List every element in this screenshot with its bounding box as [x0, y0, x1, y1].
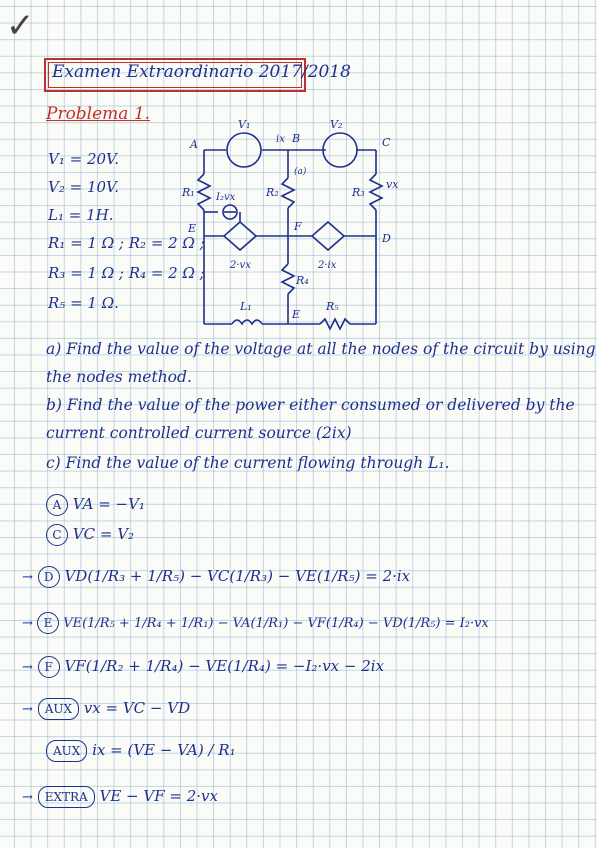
equation-extra — [22, 786, 218, 808]
v1-source-icon — [227, 133, 261, 167]
equation-node-c — [46, 524, 134, 546]
equation-text: VC = V₂ — [72, 525, 135, 543]
arrow-icon: → — [22, 616, 33, 631]
node-e-label: E — [188, 222, 197, 235]
r1-label: R₁ — [182, 186, 195, 199]
question-c: c) Find the value of the current flowing through L₁. — [46, 454, 450, 472]
r2-label: R₂ — [266, 186, 279, 199]
current-annotation: (a) — [294, 167, 307, 177]
question-a-line2: the nodes method. — [46, 368, 192, 386]
equation-text: vx = VC − VD — [83, 699, 191, 717]
given-r3-r4: R₃ = 1 Ω ; R₄ = 2 Ω ; — [48, 264, 205, 282]
given-r5: R₅ = 1 Ω. — [48, 294, 119, 312]
v2-source-icon — [323, 133, 357, 167]
node-marker: A — [46, 494, 68, 516]
exam-title: Examen Extraordinario 2017/2018 — [52, 62, 351, 82]
ix-label: ix — [276, 134, 285, 145]
equation-text: VE(1/R₅ + 1/R₄ + 1/R₁) − VA(1/R₁) − VF(1/R₄) − VD(1/R₅) = I₂·vx — [63, 616, 489, 631]
given-v2: V₂ = 10V. — [48, 178, 120, 196]
node-b-label: B — [292, 132, 301, 145]
v2-label: V₂ — [330, 118, 343, 131]
node-marker: E — [37, 612, 59, 634]
equation-text: VA = −V₁ — [72, 495, 145, 513]
equation-node-e — [22, 612, 489, 634]
r5-label: R₅ — [326, 300, 339, 313]
question-b-line2: current controlled current source (2ix) — [46, 424, 352, 442]
equation-aux-vx — [22, 698, 190, 720]
problem-heading: Problema 1. — [46, 104, 151, 124]
arrow-icon: → — [22, 660, 33, 675]
equation-node-d — [22, 566, 410, 588]
arrow-icon: → — [22, 702, 33, 717]
node-marker: D — [38, 566, 60, 588]
r4-label: R₄ — [296, 274, 309, 287]
node-d-label: D — [382, 232, 391, 245]
l1-label: L₁ — [240, 300, 252, 313]
question-b-line1: b) Find the value of the power either consumed or delivered by the — [46, 396, 575, 414]
r3-label: R₃ — [352, 186, 365, 199]
given-v1: V₁ = 20V. — [48, 150, 120, 168]
node-f-label: F — [294, 220, 302, 233]
arrow-icon: → — [22, 570, 33, 585]
dependent-current-label: 2·ix — [318, 260, 337, 271]
given-r1-r2: R₁ = 1 Ω ; R₂ = 2 Ω ; — [48, 234, 205, 252]
circuit-diagram — [180, 112, 410, 334]
aux-marker: AUX — [38, 698, 79, 720]
node-a-label: A — [190, 138, 198, 151]
equation-aux-ix — [46, 740, 236, 762]
equation-node-a — [46, 494, 145, 516]
node-e-bottom-label: E — [292, 308, 301, 321]
equation-text: ix = (VE − VA) / R₁ — [92, 741, 236, 759]
dependent-voltage-label: 2·vx — [230, 260, 251, 271]
question-a-line1: a) Find the value of the voltage at all the nodes of the circuit by using — [46, 340, 596, 358]
vx-label: vx — [386, 178, 399, 191]
aux-marker: AUX — [46, 740, 87, 762]
equation-text: VF(1/R₂ + 1/R₄) − VE(1/R₄) = −I₂·vx − 2ix — [64, 657, 385, 675]
v1-label: V₁ — [238, 118, 251, 131]
checkmark-icon: ✓ — [6, 6, 35, 46]
equation-text: VD(1/R₃ + 1/R₅) − VC(1/R₃) − VE(1/R₅) = 2·ix — [64, 567, 411, 585]
arrow-icon: → — [22, 790, 33, 805]
extra-marker: EXTRA — [38, 786, 95, 808]
equation-node-f — [22, 656, 384, 678]
node-marker: C — [46, 524, 68, 546]
given-l1: L₁ = 1H. — [48, 206, 114, 224]
current-source-label: I₂vx — [216, 192, 236, 203]
node-marker: F — [38, 656, 60, 678]
node-c-label: C — [382, 136, 391, 149]
equation-text: VE − VF = 2·vx — [99, 787, 218, 805]
